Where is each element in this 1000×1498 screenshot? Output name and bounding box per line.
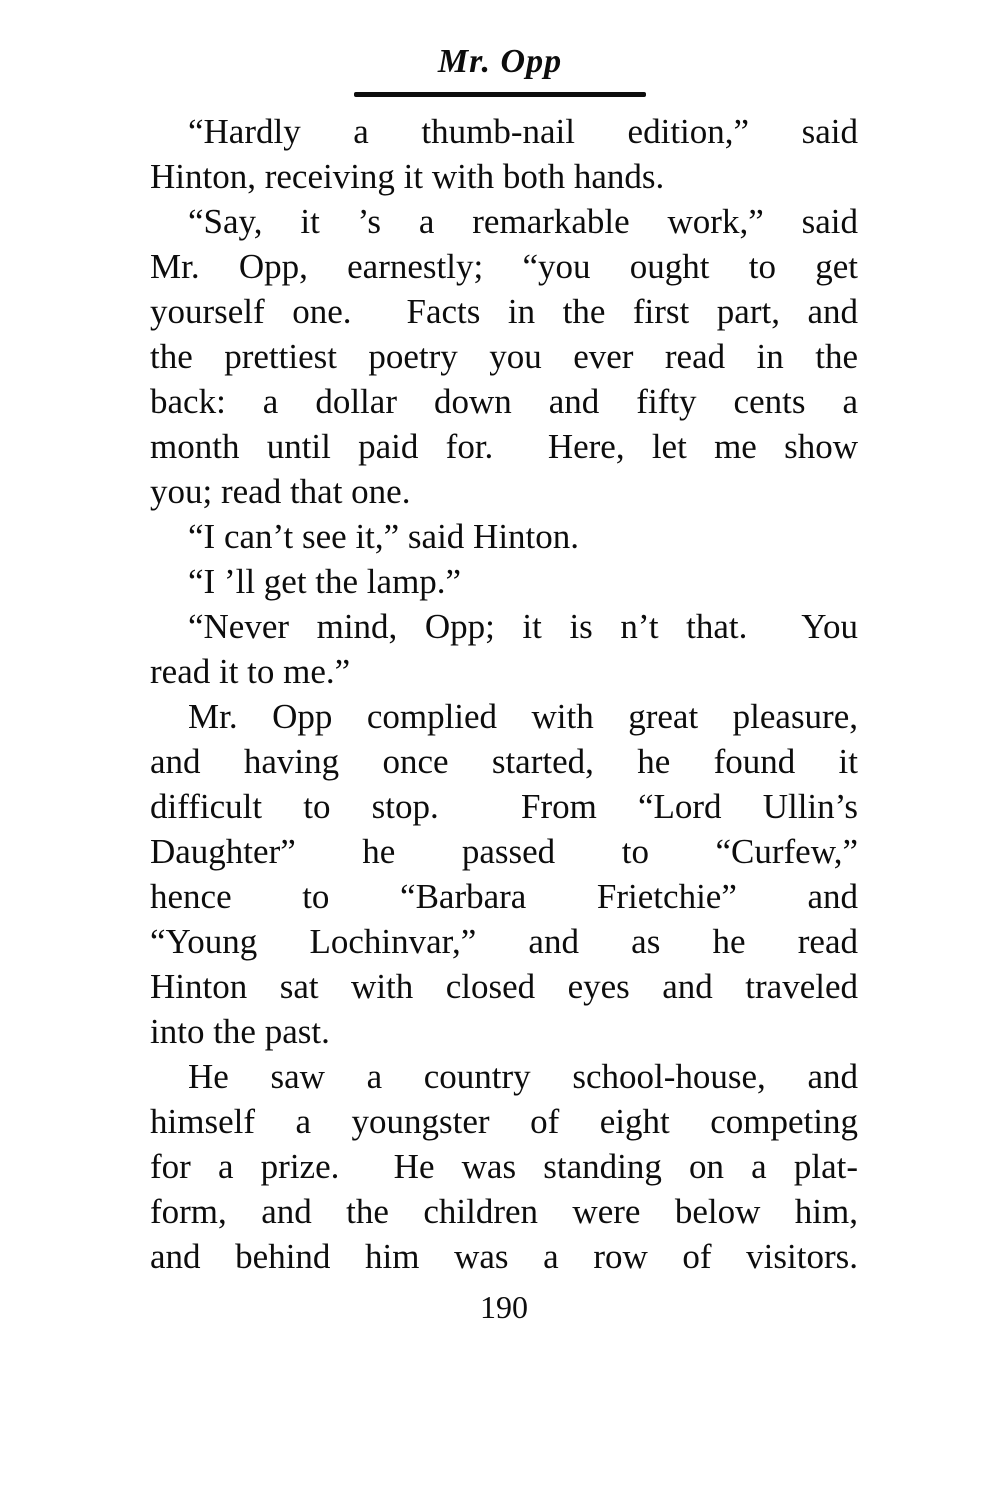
text-line: and having once started, he found it (150, 742, 858, 781)
text-line: He saw a country school-house, and (188, 1057, 858, 1096)
text-line: Daughter” he passed to “Curfew,” (150, 832, 858, 871)
page-number: 190 (480, 1289, 528, 1325)
text-line: “Say, it ’s a remarkable work,” said (188, 202, 858, 241)
text-line: Mr. Opp, earnestly; “you ought to get (150, 247, 858, 286)
text-line: “Young Lochinvar,” and as he read (150, 922, 858, 961)
text-line: the prettiest poetry you ever read in the (150, 337, 858, 376)
text-line: “I ’ll get the lamp.” (188, 562, 462, 601)
page-title: Mr. Opp (437, 43, 563, 80)
text-line: difficult to stop. From “Lord Ullin’s (150, 787, 858, 826)
text-line: “Hardly a thumb-nail edition,” said (188, 112, 858, 151)
text-line: back: a dollar down and fifty cents a (150, 382, 858, 421)
text-line: for a prize. He was standing on a plat- (150, 1147, 858, 1186)
header-rule-divider (354, 92, 646, 97)
body-text (150, 109, 858, 1279)
text-line: month until paid for. Here, let me show (150, 427, 858, 466)
text-line: “I can’t see it,” said Hinton. (188, 517, 580, 556)
text-line: himself a youngster of eight competing (150, 1102, 858, 1141)
text-line: hence to “Barbara Frietchie” and (150, 877, 858, 916)
text-line: Mr. Opp complied with great pleasure, (188, 697, 858, 736)
text-line: and behind him was a row of visitors. (150, 1237, 858, 1276)
text-line: form, and the children were below him, (150, 1192, 858, 1231)
text-line: Hinton, receiving it with both hands. (150, 157, 665, 196)
text-line: into the past. (150, 1012, 330, 1051)
text-line: read it to me.” (150, 652, 351, 691)
text-line: you; read that one. (150, 472, 411, 511)
text-line: “Never mind, Opp; it is n’t that. You (188, 607, 858, 646)
text-line: Hinton sat with closed eyes and traveled (150, 967, 858, 1006)
text-line: yourself one. Facts in the first part, and (150, 292, 858, 331)
